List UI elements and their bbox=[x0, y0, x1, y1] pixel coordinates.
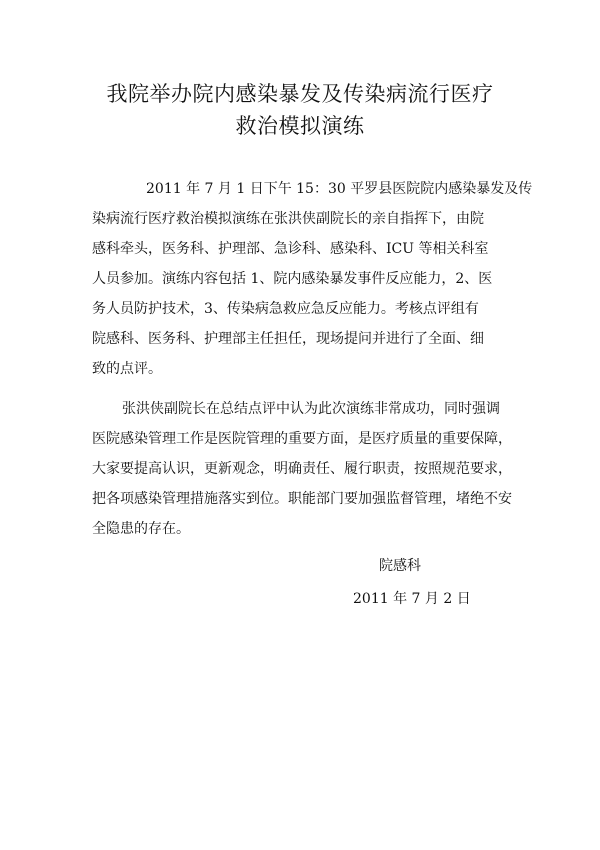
paragraph-2-line: 全隐患的存在。 bbox=[92, 521, 190, 537]
paragraph-1-line: 染病流行医疗救治模拟演练在张洪侠副院长的亲自指挥下，由院 bbox=[92, 211, 484, 227]
document-title-line-2: 救治模拟演练 bbox=[235, 114, 365, 138]
paragraph-2-line: 张洪侠副院长在总结点评中认为此次演练非常成功，同时强调 bbox=[122, 401, 500, 417]
paragraph-2-line: 把各项感染管理措施落实到位。职能部门要加强监督管理，堵绝不安 bbox=[92, 491, 512, 507]
paragraph-1-line: 人员参加。演练内容包括 1、院内感染暴发事件反应能力，2、医 bbox=[92, 271, 493, 287]
paragraph-2-line: 医院感染管理工作是医院管理的重要方面，是医疗质量的重要保障， bbox=[92, 431, 512, 447]
paragraph-2-line: 大家要提高认识，更新观念，明确责任、履行职责，按照规范要求， bbox=[92, 461, 512, 477]
paragraph-1-line: 致的点评。 bbox=[92, 361, 162, 377]
document-title-line-1: 我院举办院内感染暴发及传染病流行医疗 bbox=[106, 82, 494, 106]
paragraph-1-line: 感科牵头，医务科、护理部、急诊科、感染科、ICU 等相关科室 bbox=[92, 241, 489, 257]
signature-date: 2011 年 7 月 2 日 bbox=[353, 591, 471, 607]
paragraph-1-line: 院感科、医务科、护理部主任担任，现场提问并进行了全面、细 bbox=[92, 331, 484, 347]
paragraph-1-line: 2011 年 7 月 1 日下午 15：30 平罗县医院院内感染暴发及传 bbox=[146, 181, 533, 197]
signature-department: 院感科 bbox=[379, 558, 421, 574]
paragraph-1-line: 务人员防护技术，3、传染病急救应急反应能力。考核点评组有 bbox=[92, 301, 479, 317]
